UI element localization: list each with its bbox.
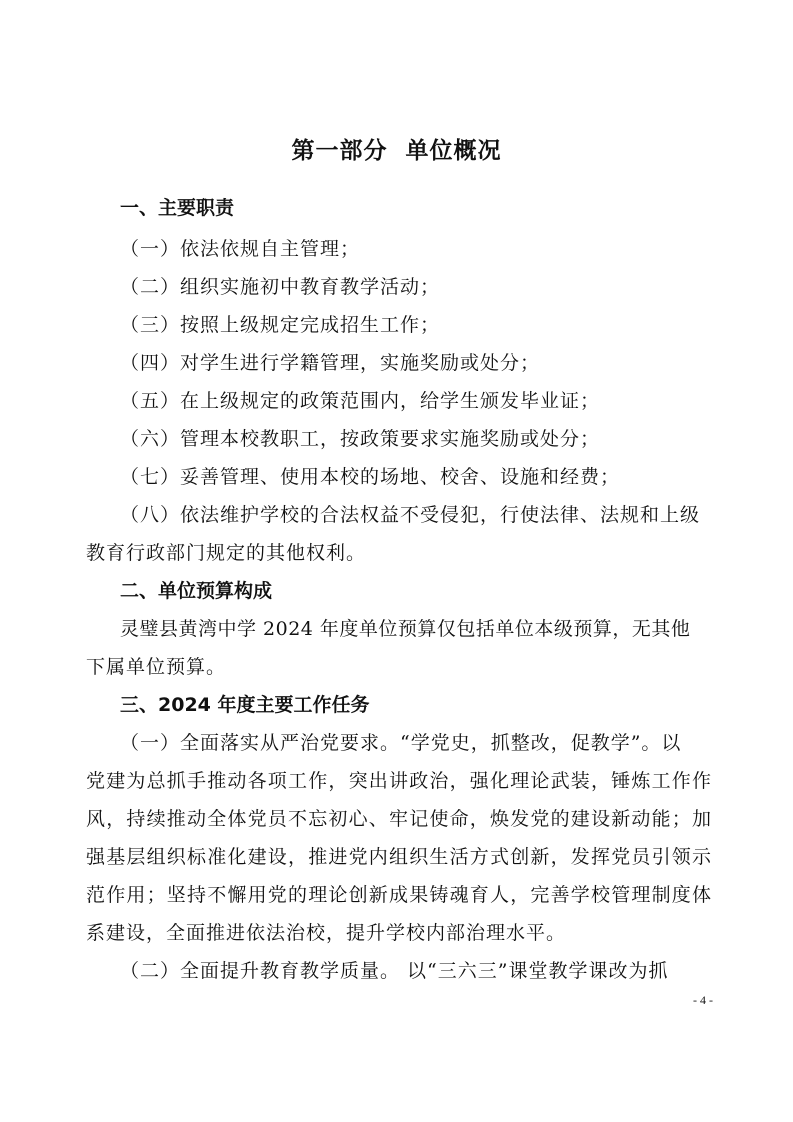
- section-heading-budget-structure: 二、单位预算构成: [120, 580, 273, 602]
- task-paragraph-line: （一）全面落实从严治党要求。“学党史，抓整改，促教学”。以: [120, 732, 682, 754]
- duty-item: （三）按照上级规定完成招生工作；: [120, 314, 441, 336]
- duty-item: （八）依法维护学校的合法权益不受侵犯，行使法律、法规和上级: [120, 504, 701, 526]
- page-number: - 4 -: [693, 993, 713, 1007]
- duty-item-continuation: 教育行政部门规定的其他权利。: [86, 542, 367, 564]
- section-heading-main-tasks: 三、2024 年度主要工作任务: [120, 694, 370, 716]
- budget-paragraph-line: 灵璧县黄湾中学 2024 年度单位预算仅包括单位本级预算，无其他: [120, 618, 691, 640]
- duty-item: （四）对学生进行学籍管理，实施奖励或处分；: [120, 352, 541, 374]
- budget-paragraph-line: 下属单位预算。: [86, 656, 227, 678]
- duty-item: （七）妥善管理、使用本校的场地、校舍、设施和经费；: [120, 466, 621, 488]
- duty-item: （二）组织实施初中教育教学活动；: [120, 276, 441, 298]
- duty-item: （一）依法依规自主管理；: [120, 238, 361, 260]
- section-heading-main-duties: 一、主要职责: [120, 197, 235, 219]
- task-paragraph-line: 风，持续推动全体党员不忘初心、牢记使命，焕发党的建设新动能；加: [86, 808, 711, 830]
- task-paragraph-line: （二）全面提升教育教学质量。 以“三六三”课堂教学课改为抓: [120, 960, 669, 982]
- task-paragraph-line: 系建设，全面推进依法治校，提升学校内部治理水平。: [86, 922, 567, 944]
- page-title: 第一部分 单位概况: [291, 138, 502, 164]
- task-paragraph-line: 范作用；坚持不懈用党的理论创新成果铸魂育人，完善学校管理制度体: [86, 884, 711, 906]
- duty-item: （六）管理本校教职工，按政策要求实施奖励或处分；: [120, 428, 601, 450]
- task-paragraph-line: 强基层组织标准化建设，推进党内组织生活方式创新，发挥党员引领示: [86, 846, 711, 868]
- duty-item: （五）在上级规定的政策范围内，给学生颁发毕业证；: [120, 390, 601, 412]
- task-paragraph-line: 党建为总抓手推动各项工作，突出讲政治，强化理论武装，锤炼工作作: [86, 770, 711, 792]
